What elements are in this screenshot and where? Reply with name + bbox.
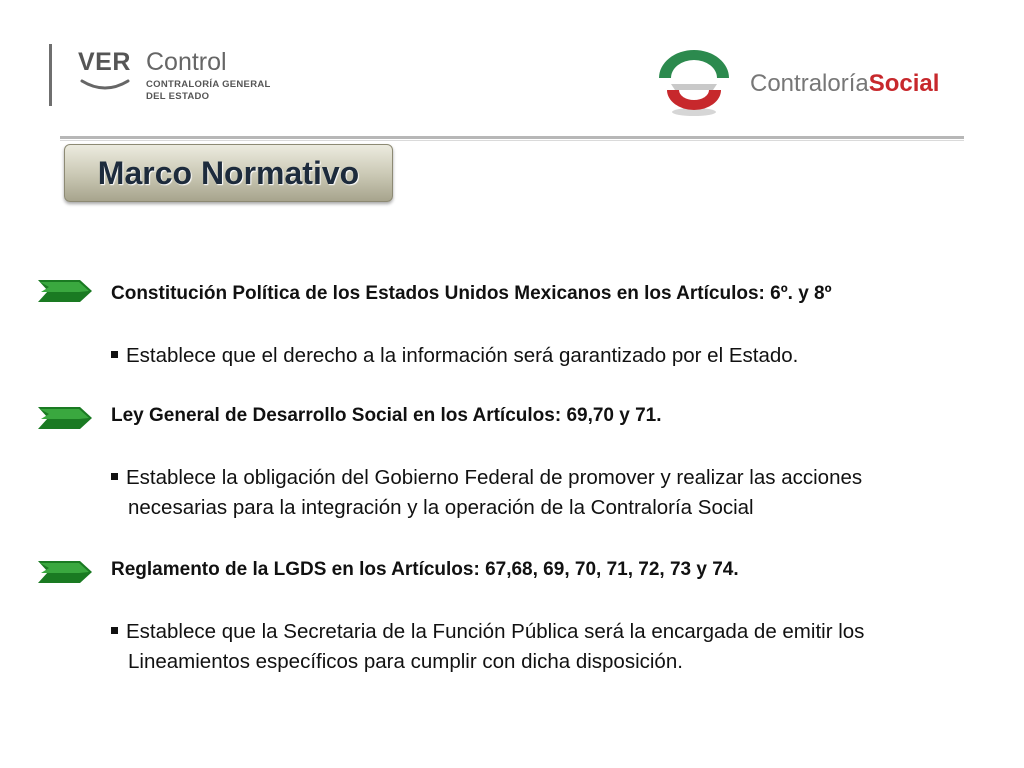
header-rule-shadow bbox=[60, 140, 964, 141]
bullet-line: Establece que el derecho a la información será garantizado por el Estado. bbox=[126, 344, 799, 367]
bullet-item bbox=[111, 617, 991, 677]
square-bullet-icon bbox=[111, 351, 118, 358]
wordmark-light: Contraloría bbox=[750, 70, 869, 97]
bullet-line-continued: Lineamientos específicos para cumplir con dicha disposición. bbox=[128, 650, 683, 673]
logo-subtitle-line2: DEL ESTADO bbox=[146, 91, 210, 102]
logo-brand-bold: VER bbox=[78, 48, 131, 76]
square-bullet-icon bbox=[111, 473, 118, 480]
header-divider bbox=[49, 44, 52, 106]
green-arrow-icon bbox=[36, 405, 94, 431]
logo-subtitle-line1: CONTRALORÍA GENERAL bbox=[146, 79, 271, 90]
bullet-item bbox=[111, 463, 991, 523]
section-heading: Constitución Política de los Estados Unidos Mexicanos en los Artículos: 6º. y 8º bbox=[111, 283, 832, 304]
ver-control-logo bbox=[78, 48, 278, 108]
contraloria-social-wordmark bbox=[750, 70, 939, 98]
section-heading: Ley General de Desarrollo Social en los Artículos: 69,70 y 71. bbox=[111, 405, 662, 426]
bullet-item bbox=[111, 341, 991, 371]
header-rule bbox=[60, 136, 964, 139]
bullet-line: Establece la obligación del Gobierno Federal de promover y realizar las acciones bbox=[126, 466, 863, 489]
smile-swoosh-icon bbox=[80, 79, 130, 91]
logo-brand-light: Control bbox=[146, 48, 227, 76]
bullet-line-continued: necesarias para la integración y la operación de la Contraloría Social bbox=[128, 496, 754, 519]
section-heading: Reglamento de la LGDS en los Artículos: 67,68, 69, 70, 71, 72, 73 y 74. bbox=[111, 559, 739, 580]
wordmark-bold: Social bbox=[868, 70, 940, 97]
green-arrow-icon bbox=[36, 278, 94, 304]
contraloria-social-emblem-icon bbox=[655, 48, 733, 120]
green-arrow-icon bbox=[36, 559, 94, 585]
page-title: Marco Normativo bbox=[97, 154, 360, 191]
title-box bbox=[64, 144, 393, 202]
bullet-line: Establece que la Secretaria de la Función Pública será la encargada de emitir los bbox=[126, 620, 865, 643]
square-bullet-icon bbox=[111, 627, 118, 634]
